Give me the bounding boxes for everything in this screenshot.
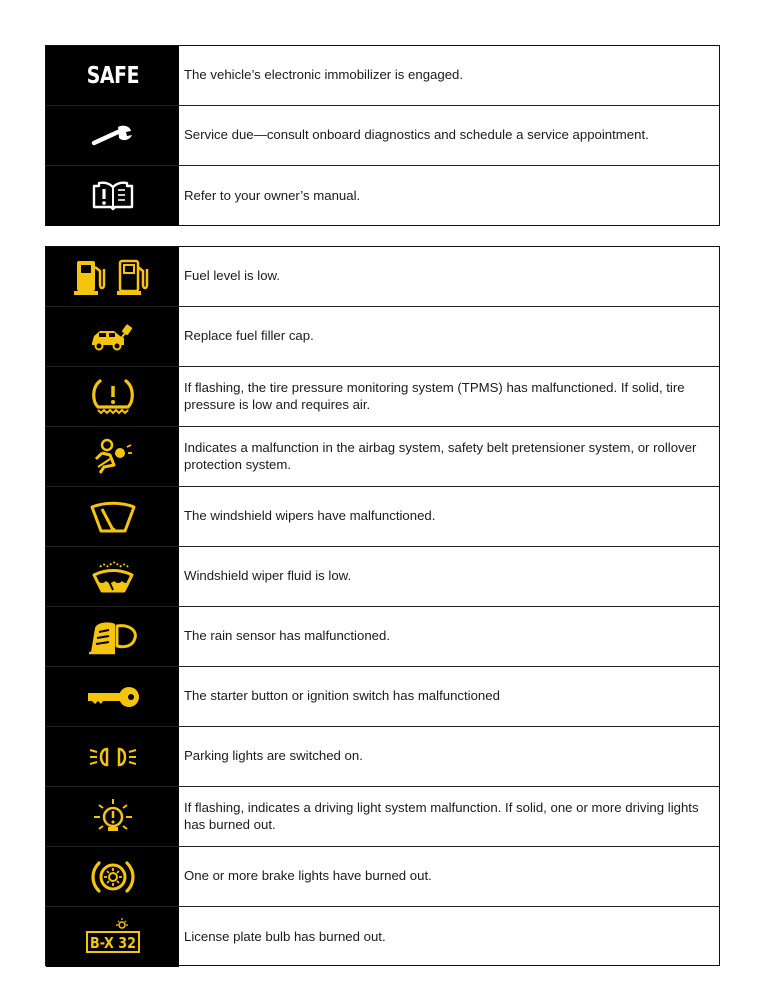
table-row <box>46 787 719 847</box>
row-description: License plate bulb has burned out. <box>184 928 386 944</box>
icon-cell <box>46 607 179 666</box>
row-description: Indicates a malfunction in the airbag system, safety belt pretensioner system, or rollover protection system. <box>184 440 697 472</box>
owners-manual-icon <box>90 180 136 212</box>
icon-cell <box>46 907 179 967</box>
key-icon <box>85 683 141 711</box>
table-row <box>46 487 719 547</box>
table-row <box>46 307 719 367</box>
wiper-icon <box>89 499 137 535</box>
table-row <box>46 427 719 487</box>
table-row <box>46 847 719 907</box>
row-description: Fuel level is low. <box>184 268 281 284</box>
icon-cell <box>46 487 179 546</box>
row-description: Replace fuel filler cap. <box>184 328 314 344</box>
icon-cell <box>46 547 179 606</box>
row-description: The rain sensor has malfunctioned. <box>184 628 390 644</box>
icon-cell <box>46 787 179 846</box>
table-row <box>46 106 719 166</box>
parking-lights-icon <box>87 744 139 770</box>
row-description: One or more brake lights have burned out. <box>184 868 432 884</box>
table-row <box>46 166 719 226</box>
table-row <box>46 607 719 667</box>
general-indicators-table <box>45 45 720 226</box>
table-row <box>46 367 719 427</box>
icon-cell <box>46 367 179 426</box>
icon-cell <box>46 667 179 726</box>
icon-cell <box>46 727 179 786</box>
row-description: Service due—consult onboard diagnostics and schedule a service appointment. <box>184 127 649 143</box>
license-plate-text: B-X 32 <box>89 934 136 952</box>
wrench-icon <box>88 121 138 151</box>
rain-sensor-icon <box>87 618 139 656</box>
table-row <box>46 727 719 787</box>
row-description: Refer to your owner’s manual. <box>184 187 361 203</box>
row-description: The windshield wipers have malfunctioned. <box>184 508 436 524</box>
table-row <box>46 547 719 607</box>
icon-cell <box>46 247 179 306</box>
row-description: Windshield wiper fluid is low. <box>184 568 352 584</box>
table-row <box>46 907 719 967</box>
fuel-pump-icon <box>73 257 153 297</box>
icon-cell <box>46 166 179 226</box>
tire-pressure-icon <box>90 377 136 417</box>
row-description: If flashing, indicates a driving light system malfunction. If solid, one or more driving lights has burned out. <box>184 800 699 832</box>
license-plate-icon <box>84 917 142 957</box>
icon-cell <box>46 46 179 105</box>
table-row <box>46 46 719 106</box>
safe-text-icon: SAFE <box>86 62 139 89</box>
fuel-cap-icon <box>88 321 138 353</box>
warning-indicators-table <box>45 246 720 966</box>
washer-fluid-icon <box>90 559 136 595</box>
row-description: The vehicle’s electronic immobilizer is engaged. <box>184 67 464 83</box>
table-row <box>46 667 719 727</box>
table-row <box>46 247 719 307</box>
icon-cell <box>46 427 179 486</box>
row-description: Parking lights are switched on. <box>184 748 363 764</box>
bulb-warning-icon <box>90 797 136 837</box>
airbag-icon <box>90 437 136 477</box>
row-description: If flashing, the tire pressure monitoring system (TPMS) has malfunctioned. If solid, tire pressure is low and requires air. <box>184 380 685 412</box>
brake-light-icon <box>89 857 137 897</box>
icon-cell <box>46 847 179 906</box>
row-description: The starter button or ignition switch has malfunctioned <box>184 688 500 704</box>
icon-cell <box>46 307 179 366</box>
icon-cell <box>46 106 179 165</box>
